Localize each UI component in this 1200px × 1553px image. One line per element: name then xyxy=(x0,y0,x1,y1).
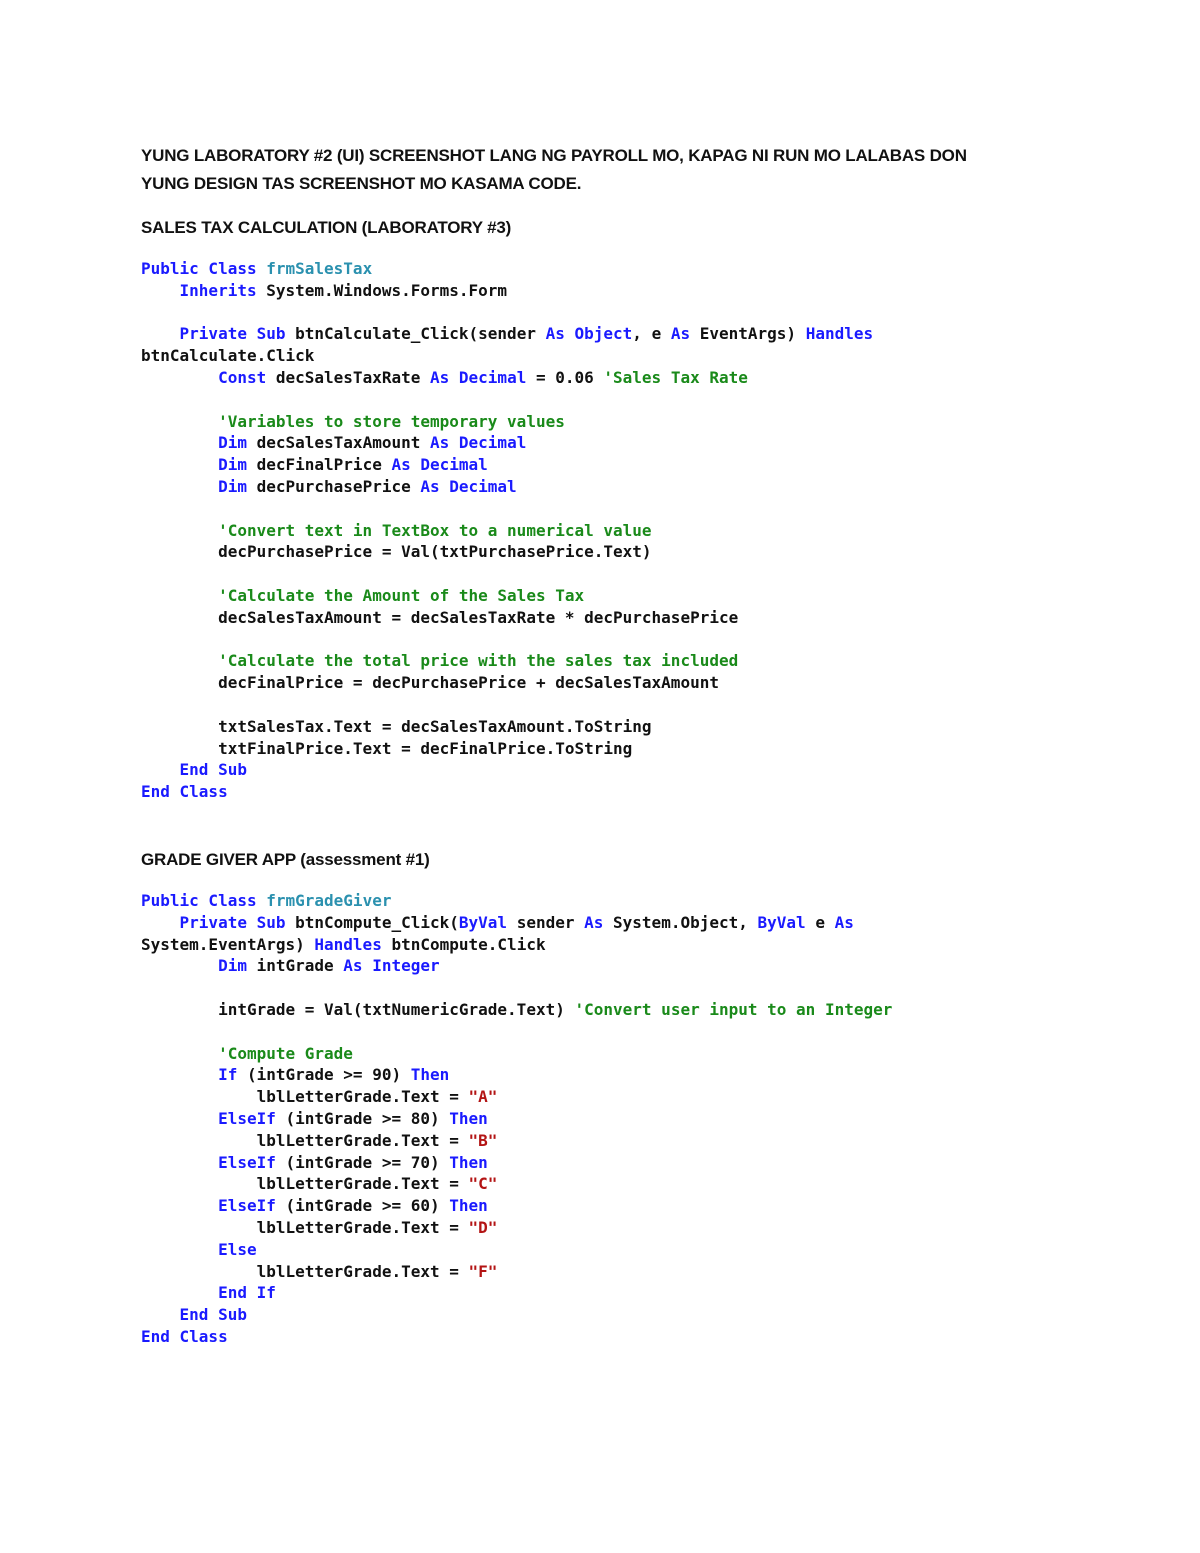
code-keyword: End Class xyxy=(141,1326,228,1346)
code-line xyxy=(141,759,873,781)
code-line xyxy=(141,738,873,760)
code-text: decFinalPrice xyxy=(246,455,392,475)
code-line xyxy=(141,1043,892,1065)
code-text xyxy=(141,1196,218,1215)
code-text: decSalesTaxAmount xyxy=(246,433,430,453)
code-text xyxy=(141,324,180,343)
code-text xyxy=(141,1065,218,1084)
code-keyword: Const xyxy=(218,367,267,387)
code-line xyxy=(141,411,873,433)
code-text: sender xyxy=(507,912,585,932)
code-keyword: Private Sub xyxy=(179,912,286,932)
code-keyword: Then xyxy=(449,1152,488,1172)
code-type-name: frmGradeGiver xyxy=(266,891,392,910)
code-comment: 'Convert text in TextBox to a numerical value xyxy=(218,520,652,540)
code-keyword: End Sub xyxy=(179,1305,247,1325)
code-line xyxy=(141,1217,892,1239)
code-text: decSalesTaxAmount = decSalesTaxRate * decPurchasePrice xyxy=(141,607,739,627)
code-line xyxy=(141,585,873,607)
grade-giver-code-block xyxy=(141,890,892,1348)
code-line xyxy=(141,890,892,912)
code-keyword: If xyxy=(218,1065,238,1085)
code-text: txtSalesTax.Text = decSalesTaxAmount.ToString xyxy=(141,716,652,736)
code-line xyxy=(141,1152,892,1174)
code-line xyxy=(141,1195,892,1217)
code-text: lblLetterGrade.Text = xyxy=(141,1217,469,1237)
code-text xyxy=(141,586,218,605)
code-keyword: As Decimal xyxy=(430,367,527,387)
code-line xyxy=(141,1304,892,1326)
code-line xyxy=(141,1086,892,1108)
code-text xyxy=(141,760,180,779)
code-keyword: As Object xyxy=(545,324,633,344)
code-keyword: Public Class xyxy=(141,259,267,278)
intro-line-2: YUNG DESIGN TAS SCREENSHOT MO KASAMA CODE. xyxy=(141,174,582,193)
code-line xyxy=(141,694,873,716)
code-keyword: ByVal xyxy=(458,912,508,932)
code-keyword: Dim xyxy=(218,956,247,976)
code-text: System.Object, xyxy=(603,912,758,932)
code-line xyxy=(141,389,873,411)
code-line xyxy=(141,563,873,585)
code-text: System.EventArgs) xyxy=(141,934,315,954)
code-text: btnCalculate.Click xyxy=(141,346,315,366)
code-keyword: Handles xyxy=(314,934,382,954)
code-line xyxy=(141,1239,892,1261)
code-line xyxy=(141,1108,892,1130)
code-text: lblLetterGrade.Text = xyxy=(141,1174,469,1194)
code-keyword: ByVal xyxy=(757,912,806,932)
code-keyword: As Integer xyxy=(343,956,440,976)
code-line xyxy=(141,520,873,542)
code-keyword: ElseIf xyxy=(218,1108,276,1128)
code-line xyxy=(141,498,873,520)
code-text: decPurchasePrice = Val(txtPurchasePrice.Text) xyxy=(141,542,652,562)
code-text xyxy=(141,412,218,431)
code-line xyxy=(141,607,873,629)
code-keyword: Handles xyxy=(805,324,874,344)
code-keyword: Dim xyxy=(218,455,247,475)
code-text xyxy=(141,913,180,932)
code-line xyxy=(141,280,873,302)
code-string: "B" xyxy=(468,1130,498,1150)
code-line xyxy=(141,781,873,803)
code-text xyxy=(141,477,218,496)
code-line xyxy=(141,541,873,563)
code-text xyxy=(141,1044,218,1063)
code-text: e xyxy=(805,912,835,932)
code-keyword: End If xyxy=(218,1283,276,1303)
code-line xyxy=(141,934,892,956)
code-text: btnCompute_Click( xyxy=(285,912,459,932)
code-keyword: Then xyxy=(449,1196,488,1216)
code-string: "C" xyxy=(468,1174,498,1194)
code-text: (intGrade >= 70) xyxy=(275,1152,450,1172)
code-line xyxy=(141,912,892,934)
code-keyword: As xyxy=(584,912,604,932)
code-keyword: As xyxy=(834,912,854,932)
code-line xyxy=(141,716,873,738)
code-line xyxy=(141,650,873,672)
code-text xyxy=(141,433,218,452)
code-text xyxy=(141,1109,218,1128)
sales-tax-code-block xyxy=(141,258,873,803)
code-line xyxy=(141,367,873,389)
code-text xyxy=(141,1153,218,1172)
code-text: lblLetterGrade.Text = xyxy=(141,1087,469,1107)
code-line xyxy=(141,672,873,694)
sales-tax-heading: SALES TAX CALCULATION (LABORATORY #3) xyxy=(141,218,512,237)
code-comment: 'Calculate the Amount of the Sales Tax xyxy=(218,585,585,605)
code-keyword: ElseIf xyxy=(218,1152,276,1172)
code-keyword: Inherits xyxy=(179,280,257,300)
code-text xyxy=(141,956,218,975)
code-line xyxy=(141,432,873,454)
code-text: (intGrade >= 60) xyxy=(275,1196,450,1216)
code-text xyxy=(141,1305,180,1324)
code-comment: 'Calculate the total price with the sales tax included xyxy=(218,651,739,671)
code-string: "F" xyxy=(468,1261,498,1281)
code-text: , e xyxy=(632,324,671,344)
code-comment: 'Sales Tax Rate xyxy=(603,367,748,387)
code-keyword: ElseIf xyxy=(218,1196,276,1216)
code-text xyxy=(141,651,218,670)
code-comment: 'Compute Grade xyxy=(218,1043,353,1063)
code-text: btnCompute.Click xyxy=(381,934,546,954)
code-line xyxy=(141,977,892,999)
code-line xyxy=(141,1021,892,1043)
code-text: = 0.06 xyxy=(526,367,604,387)
code-text: decPurchasePrice xyxy=(246,476,421,496)
code-line xyxy=(141,302,873,324)
code-keyword: End Class xyxy=(141,782,228,802)
code-keyword: Then xyxy=(410,1065,450,1085)
code-line xyxy=(141,476,873,498)
code-text xyxy=(141,281,180,300)
code-line xyxy=(141,1064,892,1086)
code-text xyxy=(141,1240,218,1259)
code-comment: 'Convert user input to an Integer xyxy=(574,999,893,1019)
code-text xyxy=(141,521,218,540)
code-line xyxy=(141,258,873,280)
code-text: lblLetterGrade.Text = xyxy=(141,1261,469,1281)
code-keyword: As Decimal xyxy=(420,476,517,496)
code-comment: 'Variables to store temporary values xyxy=(218,411,565,431)
code-text: txtFinalPrice.Text = decFinalPrice.ToString xyxy=(141,738,633,758)
code-keyword: As Decimal xyxy=(391,455,488,475)
code-line xyxy=(141,955,892,977)
code-text: lblLetterGrade.Text = xyxy=(141,1130,469,1150)
code-text xyxy=(141,1283,218,1302)
code-text: EventArgs) xyxy=(690,324,806,344)
code-line xyxy=(141,323,873,345)
code-text: intGrade xyxy=(246,956,344,976)
code-line xyxy=(141,345,873,367)
code-string: "D" xyxy=(468,1217,498,1237)
code-line xyxy=(141,1326,892,1348)
code-text: (intGrade >= 80) xyxy=(275,1108,450,1128)
code-text xyxy=(141,455,218,474)
code-text xyxy=(141,368,218,387)
code-keyword: Then xyxy=(449,1108,488,1128)
code-keyword: As Decimal xyxy=(430,433,527,453)
code-line xyxy=(141,454,873,476)
code-line xyxy=(141,1130,892,1152)
code-text: decSalesTaxRate xyxy=(266,367,430,387)
code-text: decFinalPrice = decPurchasePrice + decSalesTaxAmount xyxy=(141,673,719,693)
code-keyword: Else xyxy=(218,1239,257,1259)
code-keyword: Public Class xyxy=(141,891,267,910)
code-keyword: Dim xyxy=(218,476,247,496)
code-keyword: Dim xyxy=(218,433,247,453)
code-text: System.Windows.Forms.Form xyxy=(256,280,508,300)
code-string: "A" xyxy=(468,1087,498,1107)
code-type-name: frmSalesTax xyxy=(266,259,373,278)
code-line xyxy=(141,629,873,651)
code-line xyxy=(141,1173,892,1195)
grade-giver-heading: GRADE GIVER APP (assessment #1) xyxy=(141,850,430,869)
code-text: intGrade = Val(txtNumericGrade.Text) xyxy=(141,999,575,1019)
code-keyword: End Sub xyxy=(179,760,247,780)
code-text: btnCalculate_Click(sender xyxy=(285,324,546,344)
code-keyword: Private Sub xyxy=(179,324,286,344)
code-text: (intGrade >= 90) xyxy=(237,1065,411,1085)
code-line xyxy=(141,1282,892,1304)
code-line xyxy=(141,1261,892,1283)
code-line xyxy=(141,999,892,1021)
code-keyword: As xyxy=(670,324,691,344)
intro-line-1: YUNG LABORATORY #2 (UI) SCREENSHOT LANG NG PAYROLL MO, KAPAG NI RUN MO LALABAS DON xyxy=(141,146,967,165)
